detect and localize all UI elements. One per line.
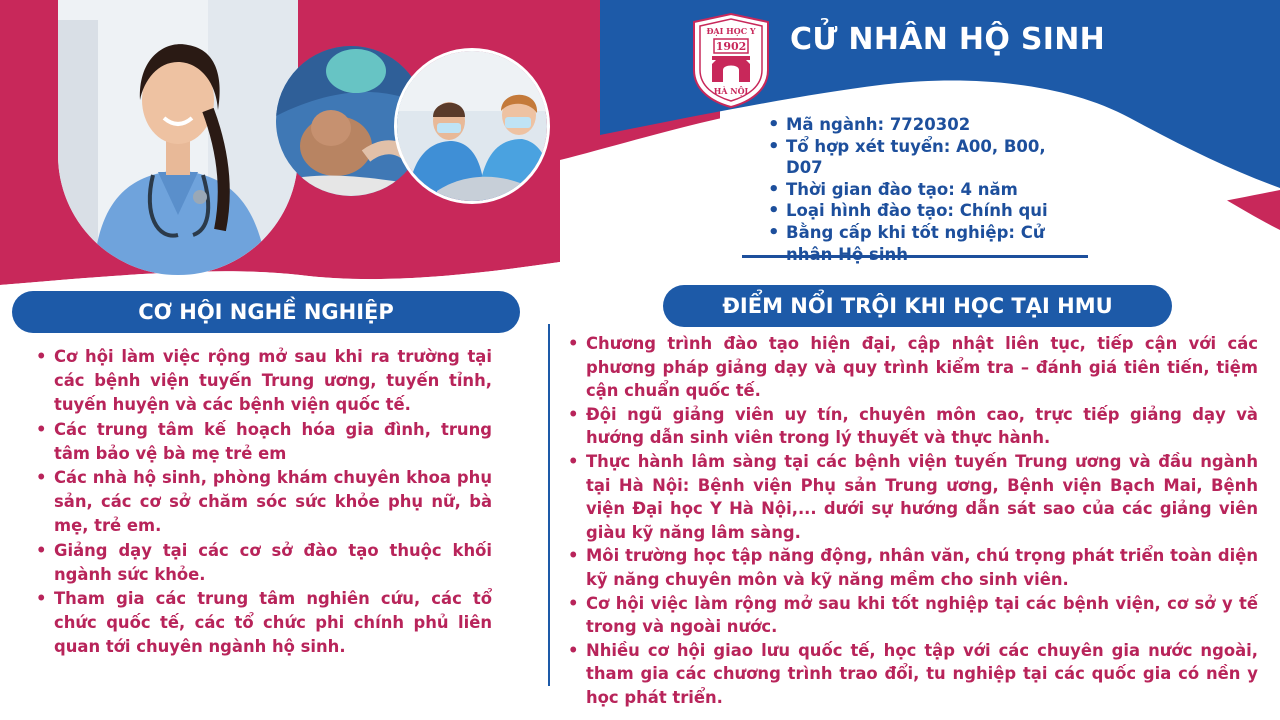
highlights-heading: ĐIỂM NỔI TRỘI KHI HỌC TẠI HMU <box>663 285 1172 327</box>
info-item: • Thời gian đào tạo: 4 năm <box>766 179 1086 201</box>
highlight-item: • Cơ hội việc làm rộng mở sau khi tốt nghiệp tại các bệnh viện, cơ sở y tế trong và ngoài nước. <box>568 592 1258 639</box>
highlight-item: • Chương trình đào tạo hiện đại, cập nhật liên tục, tiếp cận với các phương pháp giảng dạy và quy trình kiểm tra – đánh giá tiên tiến, tiệm cận chuẩn quốc tế. <box>568 332 1258 403</box>
highlight-item: • Đội ngũ giảng viên uy tín, chuyên môn cao, trực tiếp giảng dạy và hướng dẫn sinh viên trong lý thuyết và thực hành. <box>568 403 1258 450</box>
nurse-photo <box>58 0 298 275</box>
clinical-training-photo <box>394 48 550 204</box>
career-item: • Các trung tâm kế hoạch hóa gia đình, trung tâm bảo vệ bà mẹ trẻ em <box>36 418 492 466</box>
university-logo <box>690 12 772 108</box>
highlight-item: • Nhiều cơ hội giao lưu quốc tế, học tập với các chuyên gia nước ngoài, tham gia các chương trình trao đổi, tu nghiệp tại các quốc gia có nền y học phát triển. <box>568 639 1258 710</box>
career-item: • Tham gia các trung tâm nghiên cứu, các tổ chức quốc tế, các tổ chức phi chính phủ liên quan tới chuyên ngành hộ sinh. <box>36 587 492 660</box>
highlight-item: • Môi trường học tập năng động, nhân văn, chú trọng phát triển toàn diện kỹ năng chuyên môn và kỹ năng mềm cho sinh viên. <box>568 544 1258 591</box>
career-item: • Các nhà hộ sinh, phòng khám chuyên khoa phụ sản, các cơ sở chăm sóc sức khỏe phụ nữ, bà mẹ, trẻ em. <box>36 466 492 539</box>
column-divider <box>548 324 550 686</box>
logo-year: 1902 <box>715 40 747 53</box>
info-item: • Mã ngành: 7720302 <box>766 114 1086 136</box>
info-item: • Bằng cấp khi tốt nghiệp: Cử <box>766 222 1086 265</box>
career-heading: CƠ HỘI NGHỀ NGHIỆP <box>12 291 520 333</box>
highlight-item: • Thực hành lâm sàng tại các bệnh viện tuyến Trung ương và đầu ngành tại Hà Nội: Bệnh viện Phụ sản Trung ương, Bệnh viện Bạch Mai, Bệnh viện Đại học Y Hà Nội,... dưới sự hướng dẫn sát sao của các giảng viên giàu kỹ năng lâm sàng. <box>568 450 1258 544</box>
info-item: • Loại hình đào tạo: Chính qui <box>766 200 1086 222</box>
career-list <box>36 345 492 660</box>
career-item: • Cơ hội làm việc rộng mở sau khi ra trường tại các bệnh viện tuyến Trung ương, tuyến tỉnh, tuyến huyện và các bệnh viện quốc tế. <box>36 345 492 418</box>
page-title: CỬ NHÂN HỘ SINH <box>790 22 1106 57</box>
logo-top-text: ĐẠI HỌC Y <box>706 26 756 36</box>
program-info-list <box>766 114 1086 265</box>
career-item: • Giảng dạy tại các cơ sở đào tạo thuộc khối ngành sức khỏe. <box>36 539 492 587</box>
info-underline <box>742 255 1088 258</box>
info-item: • Tổ hợp xét tuyển: A00, B00, D07 <box>766 136 1086 179</box>
logo-bottom-text: HÀ NỘI <box>713 86 749 96</box>
highlights-list <box>568 332 1258 710</box>
